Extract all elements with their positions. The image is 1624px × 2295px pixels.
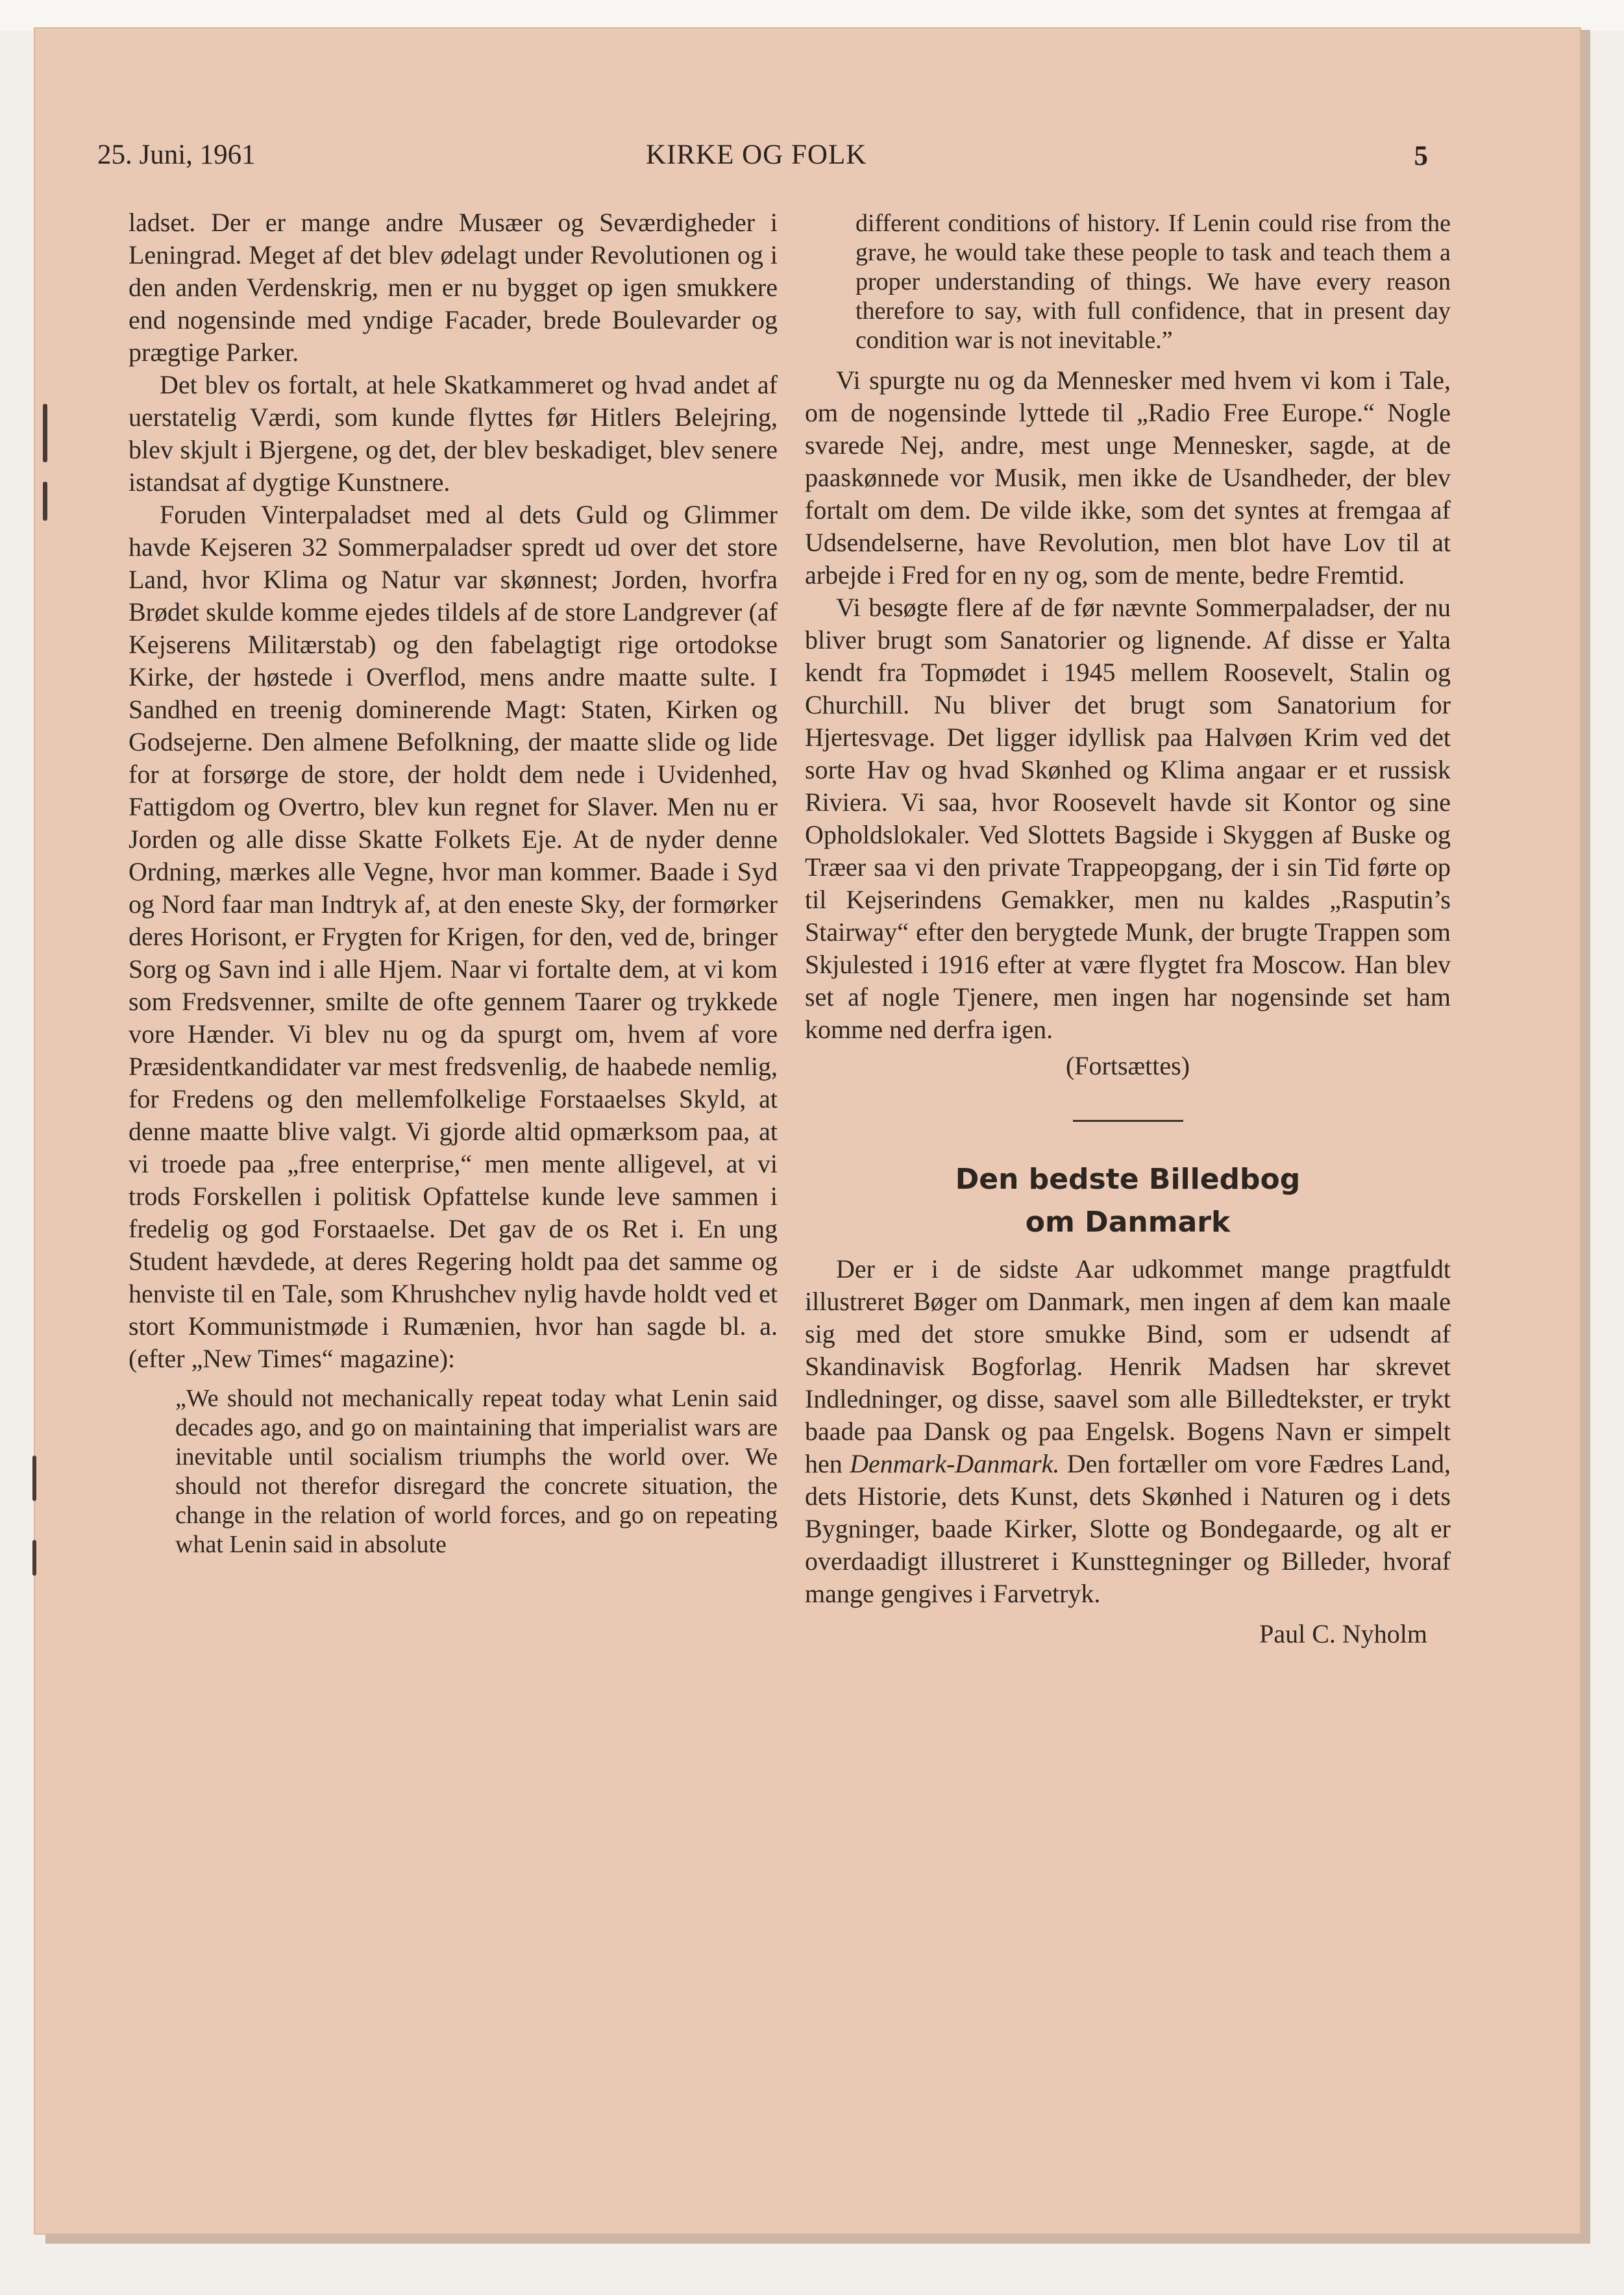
section-divider [1073, 1120, 1183, 1122]
paragraph: Vi besøgte flere af de før nævnte Sommerpaladser, der nu bliver brugt som Sanatorier og lignende. Af disse er Yalta kendt fra Topmødet i 1945 mellem Roosevelt, Stalin og Churchill. Nu bliver det brugt som Sanatorium for Hjertesvage. Det ligger idyllisk paa Halvøen Krim ved det sorte Hav og hvad Skønhed og Klima angaar er et russisk Riviera. Vi saa, hvor Roosevelt havde sit Kontor og sine Opholdslokaler. Ved Slottets Bagside i Skyggen af Buske og Træer saa vi den private Trappeopgang, der i sin Tid førte op til Kejserindens Gemakker, men nu kaldes „Rasputin’s Stairway“ efter den berygtede Munk, der brugte Trappen som Skjulested i 1916 efter at være flygtet fra Moscow. Han blev set af nogle Tjenere, men ingen har nogensinde set ham komme ned derfra igen. [805, 593, 1451, 1044]
binding-mark [43, 482, 47, 521]
page-number: 5 [1414, 141, 1428, 171]
article-author: Paul C. Nyholm [1259, 1619, 1427, 1648]
binding-mark [43, 404, 47, 462]
article-title [805, 1158, 1451, 1244]
paragraph: ladset. Der er mange andre Musæer og Seværdigheder i Leningrad. Meget af det blev ødelagt under Revolutionen og i den anden Verdenskrig, men er nu bygget op igen smukkere end nogensinde med yndige Facader, brede Boulevarder og prægtige Parker. [129, 208, 778, 367]
block-quote-continued: different conditions of history. If Lenin could rise from the grave, he would take these people to task and teach them a proper understanding of things. We have every reason therefore to say, with full confidence, that in present day condition war is not inevitable.” [855, 210, 1451, 354]
scan-background [0, 0, 1624, 31]
paragraph: Det blev os fortalt, at hele Skatkammeret og hvad andet af uerstatelig Værdi, som kunde flyttes før Hitlers Belejring, blev skjult i Bjergene, og det, der blev beskadiget, blev senere istandsat af dygtige Kunstnere. [129, 370, 778, 497]
journal-title: KIRKE OG FOLK [646, 140, 867, 170]
paragraph: Vi spurgte nu og da Mennesker med hvem vi kom i Tale, om de nogensinde lyttede til „Radio Free Europe.“ Nogle svarede Nej, andre, mest unge Mennesker, sagde, at de paaskønnede vor Musik, men ikke de Usandheder, der blev fortalt om dem. De vilde ikke, som det syntes at fremgaa af Udsendelserne, have Revolution, men blot have Lov til at arbejde i Fred for en ny og, som de mente, bedre Fremtid. [805, 366, 1451, 589]
block-quote: „We should not mechanically repeat today what Lenin said decades ago, and go on maintaining that imperialist wars are inevitable until socialism triumphs the world over. We should not therefor disregard the concrete situation, the change in the relation of world forces, and go on repeating what Lenin said in absolute [175, 1385, 778, 1558]
continued-label: (Fortsættes) [1065, 1051, 1190, 1080]
right-column [805, 209, 1451, 1650]
issue-date: 25. Juni, 1961 [97, 140, 256, 170]
article-title-line: om Danmark [1025, 1206, 1231, 1239]
article-text: Der er i de sidste Aar udkommet mange pragtfuldt illustreret Bøger om Danmark, men ingen af dem kan maale sig med det store smukke Bind, som er udsendt af Skandinavisk Bogforlag. Henrik Madsen har skrevet Indledninger, og disse, saavel som alle Billedtekster, er trykt baade paa Dansk og paa Engelsk. Bogens Navn er simpelt hen [805, 1254, 1451, 1478]
article-body [805, 1253, 1451, 1610]
book-title: Denmark-Danmark. [850, 1449, 1060, 1478]
article-title-line: Den bedste Billedbog [955, 1163, 1301, 1196]
article-text: Den fortæller om vore Fædres Land, dets Historie, dets Kunst, dets Skønhed i Naturen og i dets Bygninger, baade Kirker, Slotte og Bondegaarde, og alt er overdaadigt illustreret i Kunsttegninger og Billeder, hvoraf mange gengives i Farvetryk. [805, 1449, 1451, 1608]
binding-mark [32, 1456, 36, 1501]
paragraph: Foruden Vinterpaladset med al dets Guld og Glimmer havde Kejseren 32 Sommerpaladser spredt ud over det store Land, hvor Klima og Natur var skønnest; Jorden, hvorfra Brødet skulde komme ejedes tildels af de store Landgrever (af Kejserens Militærstab) og den fabelagtigt rige ortodokse Kirke, der høstede i Overflod, mens andre maatte sulte. I Sandhed en treenig dominerende Magt: Staten, Kirken og Godsejerne. Den almene Befolkning, der maatte slide og lide for at forsørge de store, der holdt dem nede i Uvidenhed, Fattigdom og Overtro, blev kun regnet for Slaver. Men nu er Jorden og alle disse Skatte Folkets Eje. At de nyder denne Ordning, mærkes alle Vegne, hvor man kommer. Baade i Syd og Nord faar man Indtryk af, at den eneste Sky, der formørker deres Horisont, er Frygten for Krigen, for den, ved de, bringer Sorg og Savn ind i alle Hjem. Naar vi fortalte dem, at vi kom som Fredsvenner, smilte de ofte gennem Taarer og trykkede vore Hænder. Vi blev nu og da spurgt om, hvem af vore Præsidentkandidater var mest fredsvenlig, de haabede nemlig, for Fredens og den mellemfolkelige Forstaaelses Skyld, at denne maatte blive valgt. Vi gjorde altid opmærksom paa, at vi troede paa „free enterprise,“ men mente alligevel, at vi trods Forskellen i politisk Opfattelse kunde leve sammen i fredelig og god Forstaaelse. Det gav de os Ret i. En ung Student hævdede, at deres Regering holdt paa det samme og henviste til en Tale, som Khrushchev nylig havde holdt ved et stort Kommunistmøde i Rumænien, hvor han sagde bl. a. (efter „New Times“ magazine): [129, 500, 778, 1373]
left-column [129, 206, 778, 1559]
binding-mark [32, 1540, 36, 1576]
page-header [97, 117, 1428, 169]
